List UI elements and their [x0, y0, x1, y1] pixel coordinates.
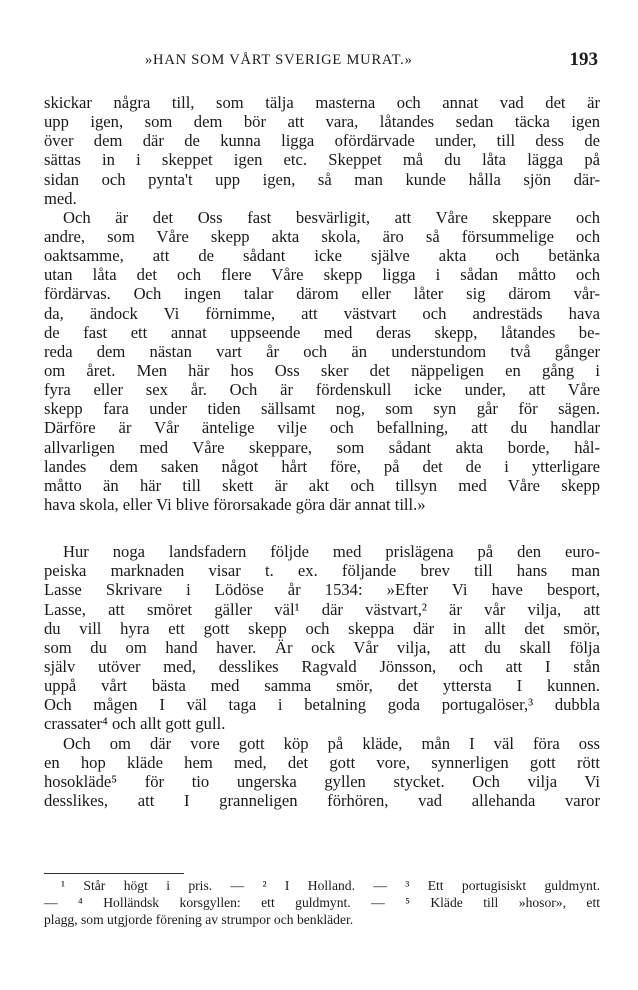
text-line: Och är det Oss fast besvärligit, att Våre skeppare och [63, 207, 600, 227]
text-line: utan låta det och flere Våre skepp ligga i sådan måtto och [44, 265, 600, 285]
text-line: andre, som Våre skepp akta skola, äro så försummelige och [44, 226, 600, 246]
running-head: »HAN SOM VÅRT SVERIGE MURAT.» [145, 52, 413, 68]
text-line: crassater⁴ och allt gott gull. [44, 714, 226, 734]
text-line: en hop kläde hem med, det gott vore, synnerligen gott rött [44, 752, 600, 772]
text-line: med. [44, 188, 77, 208]
text-line: uppå vårt bästa med samma smör, det yttersta I kunnen. [44, 676, 600, 696]
text-line: landes dem saken något hårt före, på det de i ytterligare [44, 456, 600, 476]
paragraph-gap [44, 514, 600, 542]
text-line: oaktsamme, att de sådant icke själve akta och betänka [44, 246, 600, 266]
text-line: skepp fara under tiden sällsamt nog, som syn går för sägen. [44, 399, 600, 419]
page-header [145, 49, 598, 71]
text-line: du vill hyra ett gott skepp och skeppa där in allt det smör, [44, 618, 600, 638]
footnote-line: plagg, som utgjorde förening av strumpor och benkläder. [44, 912, 354, 927]
text-line: reda dem nästan vart år och än understundom två gånger [44, 341, 600, 361]
text-line: peiska marknaden visar t. ex. följande brev till hans man [44, 561, 600, 581]
text-line: Lasse Skrivare i Lödöse år 1534: »Efter Vi have besport, [44, 580, 600, 600]
text-line: allvarligen med Våre skeppare, som sådant akta borde, hål- [44, 437, 600, 457]
text-line: måtto än här till skett är akt och tillsyn med Våre skepp [44, 475, 600, 495]
text-line: hosokläde⁵ för tio ungerska gyllen stycket. Och vilja Vi [44, 771, 600, 791]
text-line: skickar några till, som tälja masterna och annat vad det är [44, 93, 600, 112]
page-number: 193 [569, 49, 598, 70]
text-line: fördärvas. Och ingen talar därom eller låter sig därom vår- [44, 284, 600, 304]
text-line: de fast ett annat uppseende med deras skepp, låtandes be- [44, 322, 600, 342]
text-line: Lasse, att smöret gäller väl¹ där västvart,² är vår vilja, att [44, 599, 600, 619]
text-line: hava skola, eller Vi blive förorsakade göra där annat till.» [44, 494, 426, 514]
text-line: Därföre är Vår äntelige vilje och befallning, att du handlar [44, 418, 600, 438]
text-line: sättas in i skeppet igen etc. Skeppet må du låta lägga på [44, 150, 600, 170]
text-line: över dem där de kunna ligga ofördärvade under, till dess de [44, 131, 600, 151]
text-line: desslikes, att I granneligen förhören, vad allehanda varor [44, 790, 600, 810]
text-line: upp igen, som dem bör att vara, låtandes sedan täcka igen [44, 112, 600, 132]
text-line: som du om hand haver. Är ock Vår vilja, att du skall följa [44, 637, 600, 657]
text-line: Hur noga landsfadern följde med prislägena på den euro- [63, 542, 600, 562]
footnote-line: ¹ Står högt i pris. — ² I Holland. — ³ Ett portugisiskt guldmynt. [61, 878, 600, 893]
footnote-line: — ⁴ Holländsk korsgyllen: ett guldmynt. — ⁵ Kläde till »hosor», ett [44, 895, 600, 910]
text-line: da, ändock Vi förnimme, att västvart och andrestäds hava [44, 303, 600, 323]
text-line: Och om där vore gott köp på kläde, mån I väl föra oss [63, 733, 600, 753]
footnote-rule [44, 873, 184, 874]
footnotes [44, 877, 600, 928]
text-line: Och mågen I väl taga i betalning goda portugalöser,³ dubbla [44, 695, 600, 715]
text-line: fyra eller sex år. Och är fördenskull icke under, att Våre [44, 380, 600, 400]
text-line: själv utöver med, desslikes Ragvald Jönsson, och att I stån [44, 656, 600, 676]
text-line: sidan och pynta't upp igen, så man kunde hålla sjön där- [44, 169, 600, 189]
text-line: om året. Men här hos Oss sker det näppeligen en gång i [44, 360, 600, 380]
main-text [44, 93, 600, 810]
